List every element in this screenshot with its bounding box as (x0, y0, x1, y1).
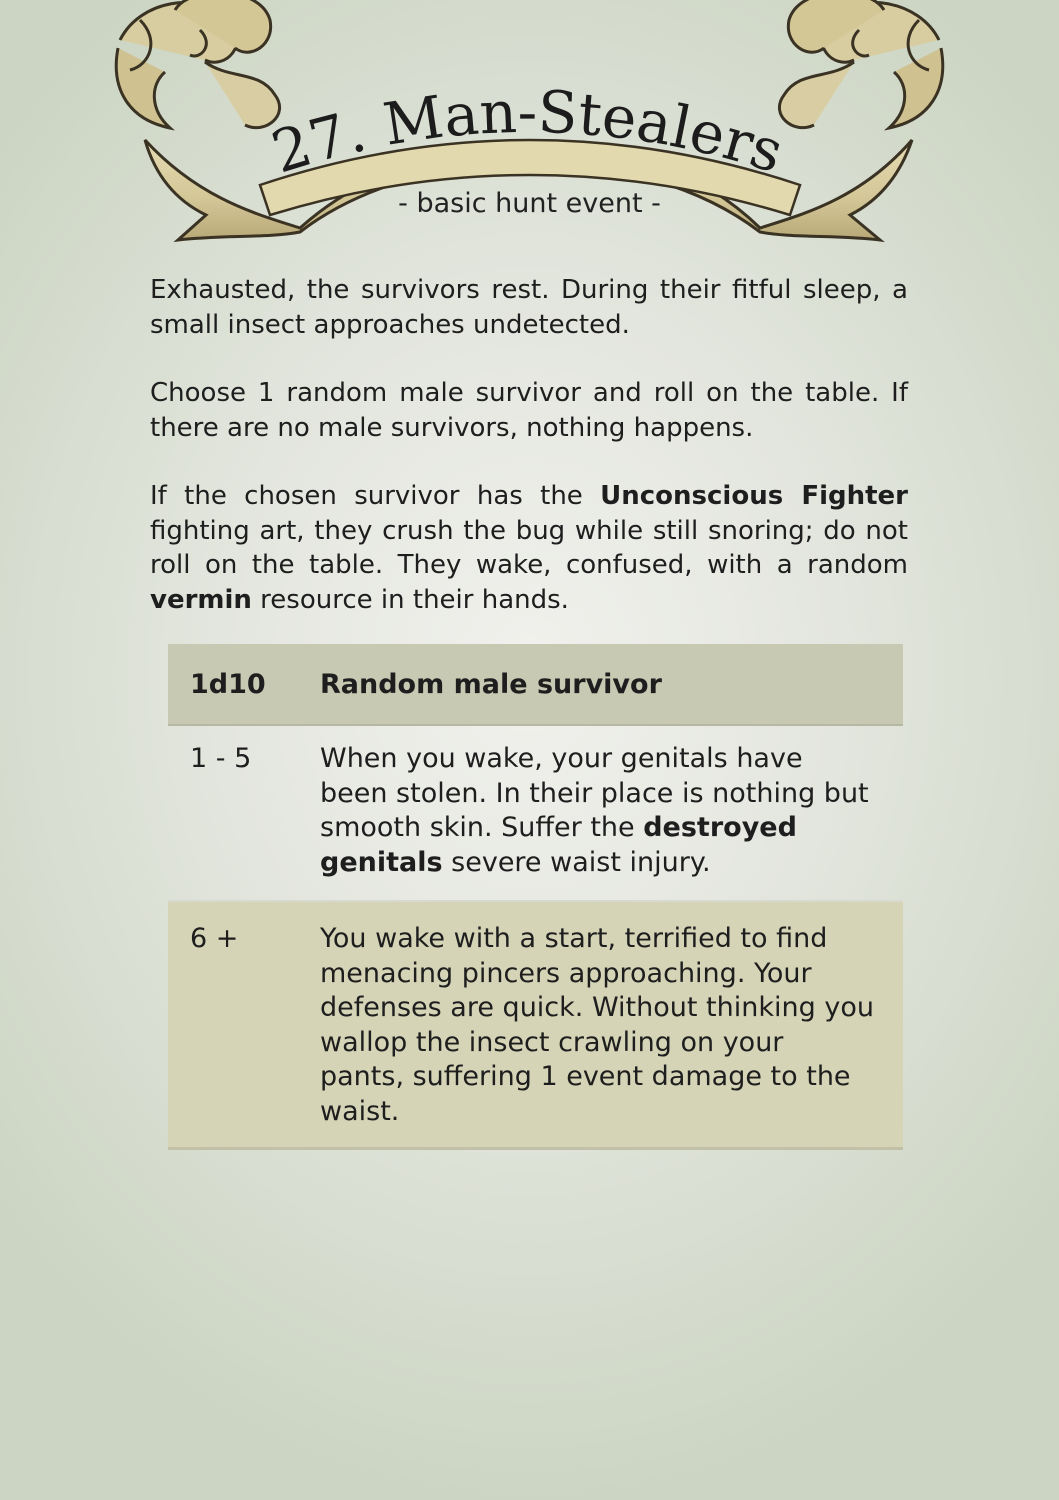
left-flourish-icon (116, 0, 279, 128)
roll-value: 1 - 5 (190, 743, 252, 774)
intro-paragraph-2: Choose 1 random male survivor and roll on the table. If there are no male survivors, nothing happens. (150, 378, 908, 443)
table-row (168, 726, 903, 902)
table-header-roll: 1d10 (190, 668, 266, 700)
intro-paragraph-3: If the chosen survivor has the Unconscious Fighter fighting art, they crush the bug while still snoring; do not roll on the table. They wake, confused, with a random vermin resource in their hands. (150, 481, 908, 615)
intro-paragraph-1: Exhausted, the survivors rest. During their fitful sleep, a small insect approaches undetected. (150, 275, 908, 340)
unconscious-fighter-keyword: Unconscious Fighter (600, 481, 908, 511)
vermin-keyword: vermin (150, 584, 252, 615)
roll-result: You wake with a start, terrified to find menacing pincers approaching. Your defenses are quick. Without thinking you wallop the insect crawling on your pants, suffering 1 event damage to the waist. (320, 923, 874, 1127)
table-row (168, 902, 903, 1150)
destroyed-genitals-keyword: destroyed genitals (320, 812, 797, 878)
table-header-result: Random male survivor (320, 668, 662, 700)
roll-table (168, 644, 903, 1150)
table-header-row (168, 644, 903, 726)
roll-value: 6 + (190, 923, 239, 954)
right-flourish-icon (779, 0, 942, 128)
subtitle: - basic hunt event - (398, 188, 661, 219)
roll-result: When you wake, your genitals have been stolen. In their place is nothing but smooth skin. Suffer the destroyed genitals severe waist injury. (320, 743, 869, 878)
page-title: 27. Man-Stealers (264, 77, 792, 187)
